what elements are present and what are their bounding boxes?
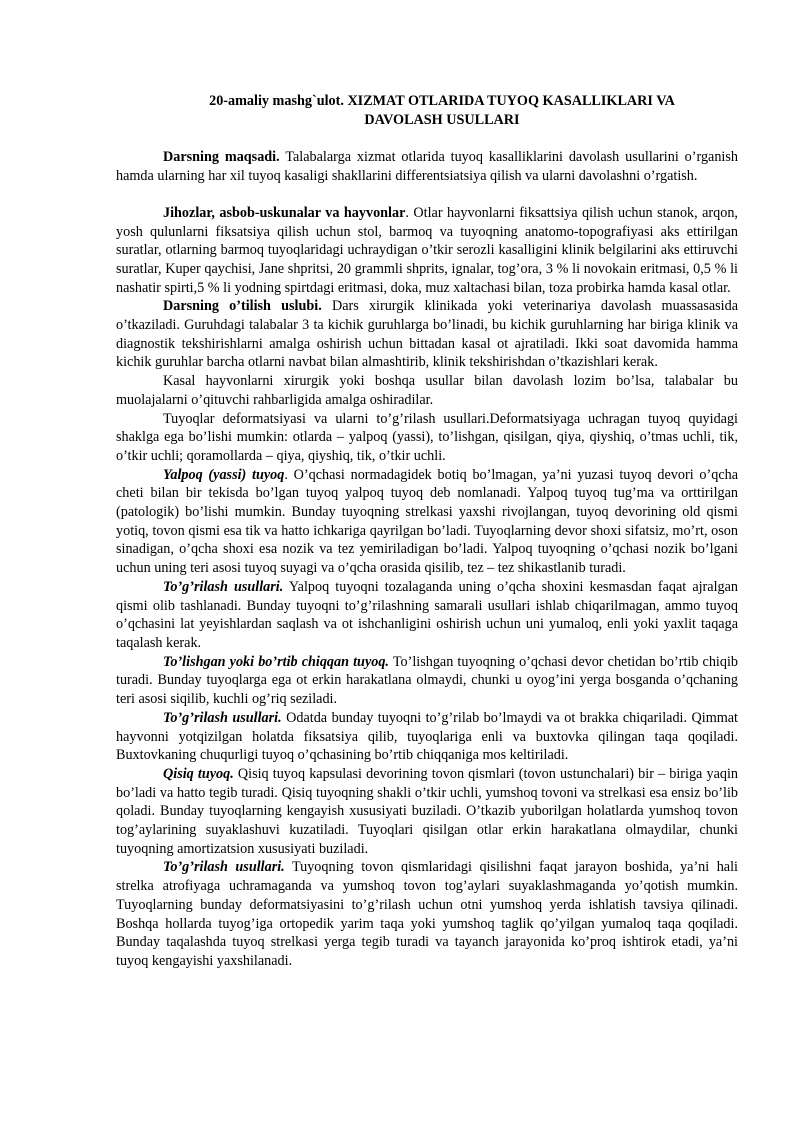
paragraph-text: Odatda bunday tuyoqni to’g’rilab bo’lmaydi va ot brakka chiqariladi. Qimmat hayvonni yotqizilgan holatda fiksatsiya qilib, tuyoqlariga enli va buxtovka qilingan taqa qoqiladi. Buxtovkaning chuqurligi tuyoq o’qchasining bo’rtib chiqqaniga mos keltiriladi. [116, 709, 739, 764]
paragraph-text: . O’qchasi normadagidek botiq bo’lmagan, ya’ni yuzasi tuyoq devori o’qcha cheti bilan bir tekisda bo’lgan tuyoq yalpoq tuyoq deb nomlanadi. Yalpoq tuyoq tug’ma va orttirilgan (patologik) bo’lishi mumkin. Bunday tuyoqning strelkasi yaxshi rivojlangan, tuyoq devorining old qismi yotiq, tovon qismi esa tik va hatto ichkariga qayrilgan bo’ladi. Tuyoqlarning devor shoxi sifatsiz, mo’rt, oson sinadigan, o’qcha shoxi esa nozik va tez yemiriladigan bo’ladi. Yalpoq tuyoqning o’qchasi nozik bo’lgani uchun uning teri asosi tuyoq suyagi va o’qcha orasida qisilib, tez – tez shikastlanib turadi. [116, 466, 739, 577]
paragraph-flat-hoof [116, 466, 738, 578]
paragraph-text: . Otlar hayvonlarni fiksattsiya qilish uchun stanok, arqon, yosh qulunlarni fiksatsiya qilish uchun stol, barmoq va tuyoqning anatomo-topografiyasi aks ettirilgan suratlar, otlarning barmoq tuyoqlaridagi uchraydigan o’tkir serozli kasalligini klinik belgilarini aks ettiruvchi suratlar, Kuper qaychisi, Jane shpritsi, 20 grammli shprits, ignalar, tog’ora, 3 % li novokain eritmasi, 0,5 % li nashatir spirti,5 % li yodning spirtdagi eritmasi, doka, muz xaltachasi bilan, toza probirka hamda kasal otlar. [116, 204, 738, 296]
paragraph-lead: To’g’rilash usullari. [163, 859, 285, 876]
title-line-1: 20-amaliy mashg`ulot. XIZMAT OTLARIDA TUYOQ KASALLIKLARI VA [209, 93, 675, 109]
paragraph-equipment [116, 204, 738, 298]
paragraph-contracted-hoof-correction [116, 858, 738, 970]
paragraph-text: Kasal hayvonlarni xirurgik yoki boshqa usullar bilan davolash lozim bo’lsa, talabalar bu muolajalarni o’qituvchi rahbarligida amalga oshiradilar. [116, 373, 738, 408]
document-title [116, 92, 738, 129]
paragraph-text: Tuyoqlar deformatsiyasi va ularni to’g’rilash usullari.Deformatsiyaga uchragan tuyoq quyidagi shaklga ega bo’lishi mumkin: otlarda – yalpoq (yassi), to’lishgan, qisilgan, qiya, qiyshiq, o’tmas uchli, tik, o’tkir uchli; qoramollarda – qiya, qiyshiq, tik, o’tkir uchli. [116, 410, 738, 464]
paragraph-method [116, 297, 738, 372]
paragraph-lead: Yalpoq (yassi) tuyoq [163, 466, 285, 483]
paragraph-contracted-hoof [116, 765, 738, 859]
paragraph-lead: To’g’rilash usullari. [163, 578, 284, 595]
paragraph-treatment-note [116, 372, 738, 409]
paragraph-text: Tuyoqning tovon qismlaridagi qisilishni faqat jarayon boshida, ya’ni hali strelka atrofiyaga uchramaganda va yumshoq tovon tog’aylari suyaklashmaganda yo’qotish mumkin. Tuyoqlarning bunday deformatsiyasini to’g’rilash uchun otni yumshoq yerda ishlatish tavsiya qilinadi. Boshqa hollarda tuyog’iga ortopedik yarim taqa yoki yumshoq taglik qo’yilgan yumaloq taqa qoqiladi. Bunday taqalashda tuyoq strelkasi yerga tegib turadi va tayanch jarayonida ko’proq ishtirok etadi, ya’ni tuyoq kengayishi yaxshilanadi. [116, 859, 738, 969]
paragraph-text: Yalpoq tuyoqni tozalaganda uning o’qcha shoxini kesmasdan faqat ajralgan qismi olib tashlanadi. Bunday tuyoqni to’g’rilashning samarali usullari ishlab chiqarilmagan, ammo tuyoq o’qchasini lat yeyishlardan saqlash va ot ishchanligini oshirish uchun uni yumaloq, enli yoki yaxlit taqaga taqalash kerak. [116, 578, 738, 651]
paragraph-lead: To’lishgan yoki bo’rtib chiqqan tuyoq. [163, 653, 389, 670]
paragraph-lead: To’g’rilash usullari. [163, 709, 282, 726]
paragraph-text: To’lishgan tuyoqning o’qchasi devor chetidan bo’rtib chiqib turadi. Bunday tuyoqlarga ega ot erkin harakatlana olmaydi, chunki u oyog’ini yerga bosganda o’qchaning teri asosi siqilib, kuchli og’riq seziladi. [116, 653, 738, 708]
paragraph-flat-hoof-correction [116, 578, 738, 653]
title-line-2: DAVOLASH USULLARI [364, 111, 520, 128]
paragraph-deformations [116, 410, 738, 466]
paragraph-lead: Darsning maqsadi. [163, 149, 280, 166]
paragraph-lead: Qisiq tuyoq. [163, 765, 234, 782]
paragraph-lead: Darsning o’tilish uslubi. [163, 298, 322, 315]
paragraph-full-hoof [116, 653, 738, 709]
paragraph-lead: Jihozlar, asbob-uskunalar va hayvonlar [163, 204, 406, 221]
paragraph-text: Talabalarga xizmat otlarida tuyoq kasalliklarini davolash usullarini o’rganish hamda ularning har xil tuyoq kasaligi shakllarini differentsiatsiya qilish va ularni davolashni o’rgatish. [116, 149, 738, 185]
paragraph-text: Dars xirurgik klinikada yoki veterinariya davolash muassasasida o’tkaziladi. Guruhdagi talabalar 3 ta kichik guruhlarga bo’linadi, bu kichik guruhlarning har biriga klinik va diagnostik tekshirishlarni amalga oshirish uchun bittadan kasal ot ajratiladi. Ikki soat davomida hamma kichik guruhlar barcha otlarni navbat bilan almashtirib, klinik tekshirishdan o’tkazishlari kerak. [116, 298, 738, 371]
paragraph-full-hoof-correction [116, 709, 738, 765]
paragraph-text: Qisiq tuyoq kapsulasi devorining tovon qismlari (tovon ustunchalari) bir – biriga yaqin bo’ladi va hatto tegib turadi. Qisiq tuyoqning shakli o’tkir uchli, yumshoq tovoni va strelkasi esa ensiz bo’lib qoladi. Bunday tuyoqlarning kengayish xususiyati buziladi. O’tkazib yuborilgan holatlarda yumshoq tovon tog’aylarining suyaklashuvi kuzatiladi. Tuyoqlari qisilgan otlar erkin harakatlana olmaydilar, chunki tuyoqning amortizatsion xususiyati buziladi. [116, 765, 739, 857]
paragraph-goal [116, 148, 738, 185]
